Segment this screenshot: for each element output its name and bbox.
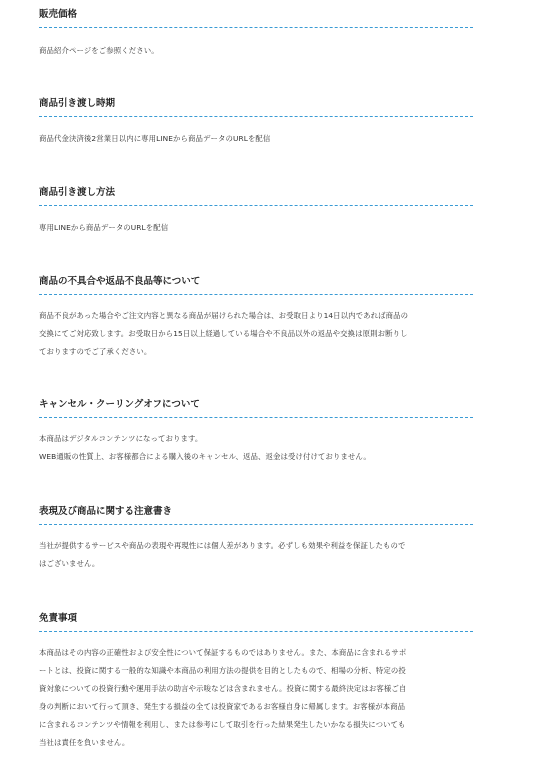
section-body — [39, 537, 473, 573]
body-line: 本商品はその内容の正確性および安全性について保証するものではありません。また、本商品に含まれるサポ — [39, 648, 407, 657]
body-line: 当社が提供するサービスや商品の表現や再現性には個人差があります。必ずしも効果や利益を保証したもので — [39, 541, 406, 550]
section-heading: キャンセル・クーリングオフについて — [39, 398, 473, 418]
section-body — [39, 430, 473, 466]
section-body — [39, 644, 473, 752]
body-line: ートとは、投資に関する一般的な知識や本商品の利用方法の提供を目的としたもので、相場の分析、特定の投 — [39, 666, 406, 675]
section-body — [39, 130, 473, 148]
section-expression-notes — [39, 505, 473, 573]
body-line: 身の判断において行って頂き、発生する損益の全ては投資家であるお客様自身に帰属します。お客様が本商品 — [39, 702, 406, 711]
body-line: 商品代金決済後2営業日以内に専用LINEから商品データのURLを配信 — [39, 134, 271, 143]
body-line: ておりますのでご了承ください。 — [39, 347, 152, 356]
section-heading: 商品の不具合や返品不良品等について — [39, 275, 473, 295]
body-line: 本商品はデジタルコンテンツになっております。 — [39, 434, 203, 443]
body-line: 資対象についての投資行動や運用手法の助言や示唆などは含まれません。投資に関する最終決定はお客様ご自 — [39, 684, 407, 693]
body-line: WEB通販の性質上、お客様都合による購入後のキャンセル、返品、返金は受け付けておりません。 — [39, 452, 371, 461]
section-delivery-method — [39, 186, 473, 237]
section-heading: 販売価格 — [39, 8, 473, 28]
section-cancellation — [39, 398, 473, 466]
section-body — [39, 42, 473, 60]
section-body — [39, 307, 473, 361]
section-heading: 商品引き渡し時期 — [39, 97, 473, 117]
section-heading: 免責事項 — [39, 612, 473, 632]
body-line: はございません。 — [39, 559, 100, 568]
section-disclaimer — [39, 612, 473, 752]
body-line: 交換にてご対応致します。お受取日から15日以上経過している場合や不良品以外の返品や交換は原則お断りし — [39, 329, 408, 338]
body-line: 専用LINEから商品データのURLを配信 — [39, 223, 169, 232]
section-heading: 商品引き渡し方法 — [39, 186, 473, 206]
section-delivery-timing — [39, 97, 473, 148]
section-sales-price — [39, 8, 473, 60]
section-returns-defects — [39, 275, 473, 361]
body-line: 当社は責任を負いません。 — [39, 738, 130, 747]
section-body — [39, 219, 473, 237]
section-heading: 表現及び商品に関する注意書き — [39, 505, 473, 525]
body-line: に含まれるコンテンツや情報を利用し、または参考にして取引を行った結果発生したいかなる損失についても — [39, 720, 406, 729]
body-line: 商品紹介ページをご参照ください。 — [39, 46, 159, 55]
body-line: 商品不良があった場合やご注文内容と異なる商品が届けられた場合は、お受取日より14日以内であれば商品の — [39, 311, 409, 320]
